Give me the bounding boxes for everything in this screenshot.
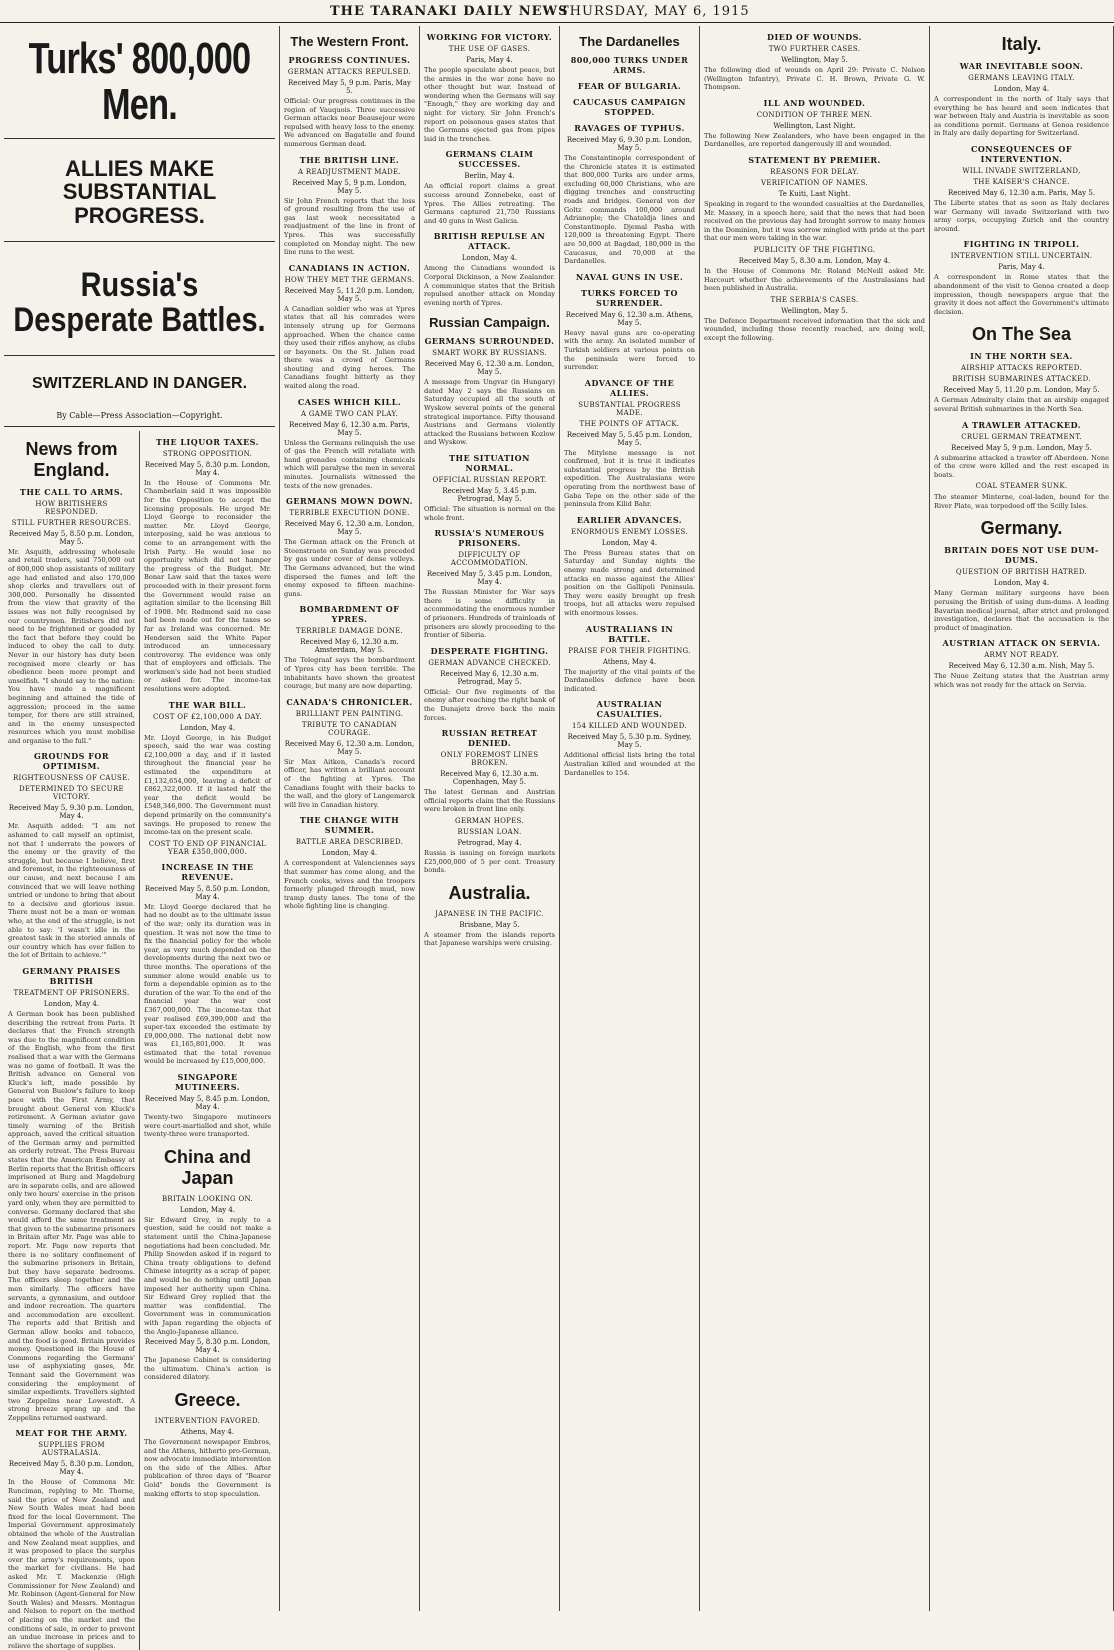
subheading: COAL STEAMER SUNK. [975,482,1068,491]
issue-date: THURSDAY, MAY 6, 1915 [560,4,750,19]
article-text: The majority of the vital points of the Dardanelles defence have been indicated. [564,667,695,693]
subheading: THE CALL TO ARMS. [19,486,124,497]
column-england [4,431,140,1650]
subheading: BRILLIANT PEN PAINTING. [295,709,404,718]
dateline: Received May 5, 8.30 p.m. London, May 4. [144,460,271,477]
section-heading: EARLIER ADVANCES. [576,514,683,525]
dateline: London, May 4. [179,723,236,732]
section-heading: DESPERATE FIGHTING. [430,645,549,656]
subheading: THE POINTS OF ATTACK. [579,419,680,428]
section-heading: WORKING FOR VICTORY. [426,32,553,42]
section-heading: THE CHANGE WITH SUMMER. [299,815,400,836]
subheading: SUBSTANTIAL PROGRESS MADE. [578,400,681,417]
article-text: The German attack on the French at Steenstraete on Sunday was preceded by gas under cover of dense volleys. The Germans advanced, but the wind dispersed the fumes and left the enemy exposed to fifteen machine-guns. [284,538,415,598]
article-text: Sir Max Aitken, Canada's record officer, has written a brilliant account of the fighting at Ypres. The Canadians fought with their backs to the wall, and the glory of Langemarck will live in Canadian history. [284,757,415,809]
article-text: A correspondent in Rome states that the abandonment of the visit to Genoa created a deep impression, though newspapers argue that the gravity it does not affect the Government's ultimate decision. [934,273,1109,316]
lead-column [0,26,280,1650]
subheading: HOW THEY MET THE GERMANS. [284,275,415,284]
subheading: BRITAIN DOES NOT USE DUM-DUMS. [944,545,1099,566]
subheading: A READJUSTMENT MADE. [298,167,401,176]
column-dardanelles [560,26,700,1611]
section-heading: RUSSIA'S NUMEROUS PRISONERS. [434,528,545,549]
subheading: CONDITION OF THREE MEN. [756,110,873,119]
subheading: GROUNDS FOR OPTIMISM. [33,751,110,772]
subheading: TREATMENT OF PRISONERS. [13,988,130,997]
column-western-front [280,26,420,1611]
subheading: COST TO END OF FINANCIAL YEAR £350,000,000. [148,839,267,856]
section-heading: CANADIANS IN ACTION. [288,262,411,273]
dateline: Wellington, May 5. [781,56,848,64]
dateline: Berlin, May 4. [464,172,515,181]
article-text: Official: Our five regiments of the enemy after reaching the right bank of the Dunajetz drove back the main forces. [424,687,555,722]
subheading: INTERVENTION STILL UNCERTAIN. [950,252,1093,261]
article-text: The Mitylene message is not confirmed, but it is true it indicates substantial progress by the British expedition. The Australasians were operating from the northwest base of Gaba Tepe on the other side of the peninsula from Kilid Bahr. [564,448,695,509]
subheading: ONLY FOREMOST LINES BROKEN. [440,751,539,768]
section-heading: SINGAPORE MUTINEERS. [175,1072,240,1093]
article-text: Among the Canadians wounded is Corporal Dickinson, a New Zealander. A communique states that the British repulsed another attack on Monday evening north of Ypres. [424,264,555,307]
article-text: The Nuue Zeitung states that the Austrian army which was not ready for the attack on Servia. [934,672,1109,690]
dateline: London, May 4. [179,1205,236,1214]
section-heading: ILL AND WOUNDED. [763,97,866,108]
subheading: AIRSHIP ATTACKS REPORTED. [961,364,1082,373]
subheading: TURKS FORCED TO SURRENDER. [581,287,678,308]
dateline: Received May 6, 12.30 a.m. London, May 5. [424,360,555,377]
subheading: VERIFICATION OF NAMES. [760,178,869,187]
article-text: An official report claims a great success around Zonnebeke, east of Ypres. The Allies retreating. The Germans captured 21,750 Russians and 40 guns in West Galicia. [424,182,555,225]
section-heading: Russian Campaign. [429,315,550,331]
subheading: WAR INEVITABLE SOON. [959,61,1084,71]
subheading: COST OF £2,100,000 A DAY. [152,712,263,721]
article-text: In the House of Commons Mr. Runciman, replying to Mr. Thorne, said the price of New Zealand and New South Wales meat had been fixed for the local Government. The Imperial Government approximately obtained the whole of the Australian and New Zealand meat supplies, and it was proposed to place the surplus over the army's requirements, upon the market for civilians. He had asked Mr. T. Mackenzie (High Commissioner for New Zealand) and Mr. Robinson (Agent-General for New South Wales) and Messrs. Montague and Nelson to report on the method of placing on the market and the conditions of sale, in order to prevent an undue increase in prices and to relieve the shortage of supplies. [8,1478,135,1650]
subheading: REASONS FOR DELAY. [770,167,859,176]
section-heading: The Dardanelles [579,34,680,49]
dateline: Received May 6, 12.30 a.m. Nish, May 5. [948,662,1095,671]
subheading: OFFICIAL RUSSIAN REPORT. [432,476,547,485]
subheading: INTERVENTION FAVORED. [154,1416,261,1425]
dateline: Received May 6, 12.30 a.m. Athens, May 5. [565,310,694,327]
section-heading: BRITISH REPULSE AN ATTACK. [433,231,546,252]
dateline: Received May 5, 8.50 p.m. London, May 4. [144,884,271,901]
subheading: STRONG OPPOSITION. [162,449,253,458]
dateline: Paris, May 4. [466,56,513,64]
dateline: Received May 5, 3.45 p.m. Petrograd, May 5. [442,487,537,504]
article-text: The Russian Minister for War says there is some difficulty in accommodating the enormous number of prisoners. Hundreds of trainloads of prisoners are slowly proceeding to the frontier of Siberia. [424,588,555,640]
column-italy-sea-germany [930,26,1114,1611]
article-text: The following New Zealanders, who have been engaged in the Dardanelles, are reported dangerously ill and wounded. [704,131,925,149]
subheading: ENORMOUS ENEMY LOSSES. [571,527,688,536]
subheading: GERMAN ATTACKS REPULSED. [287,68,412,76]
subheading: GERMAN HOPES. [455,816,524,825]
column-russian-campaign [420,26,560,1611]
section-heading: CANADA'S CHRONICLER. [286,696,413,707]
section-heading: ADVANCE OF THE ALLIES. [584,377,675,398]
subheading: RIGHTEOUSNESS OF CAUSE. [12,774,131,783]
article-text: In the House of Commons Mr. Roland McNeill asked Mr. Harcourt whether the achievements of the Australasians had been published in Australia. [704,266,925,293]
subheading: TERRIBLE EXECUTION DONE. [289,509,410,518]
section-heading: On The Sea [971,324,1072,345]
dateline: Received May 6, 12.30 a.m. Paris, May 5. [947,188,1096,197]
dateline: Received May 5, 9 p.m. Paris, May 5. [288,79,411,95]
article-text: Speaking in regard to the wounded casualties at the Dardanelles, Mr. Massey, in a speech here, said that the news that had been received on the previous day had brought sorrow to many homes in the Dominion, but it was sorrow mingled with pride at the part that our men were taking in the war. [704,199,925,243]
subheading: MEAT FOR THE ARMY. [15,1428,128,1439]
subheading: SUPPLIES FROM AUSTRALASIA. [38,1441,105,1458]
subheading: DIFFICULTY OF ACCOMMODATION. [450,551,529,568]
dateline: Received May 5, 9.30 p.m. London, May 4. [8,804,135,821]
article-text: A Canadian soldier who was at Ypres states that all his comrades were intensely strung up for Germans approached. When the chance came they used their rifles anyhow, as clubs or bayonets. On the St. Julien road there was a crowd of Germans shouting and dying heroes. The Canadians fought bitterly as they waited along the road. [284,304,415,391]
article-text: Many German military surgeons have been perusing the British of using dum-dums. A leading Bavarian medical journal, after strict and prolonged investigation, declares that the accusation is the product of imagination. [934,589,1109,632]
subheading: 800,000 TURKS UNDER ARMS. [570,55,689,75]
subheading: TRIBUTE TO CANADIAN COURAGE. [301,720,398,737]
dateline: Received May 5, 5.30 p.m. Sydney, May 5. [567,733,692,750]
dateline: Received May 5, 8.30 a.m. London, May 4. [738,256,891,265]
subheading: STILL FURTHER RESOURCES. [11,518,132,527]
section-heading: China and Japan [163,1146,251,1188]
section-heading: RUSSIAN RETREAT DENIED. [441,728,538,749]
article-text: Unless the Germans relinquish the use of gas the French will retaliate with hand grenades containing chemicals which will paralyse the men in several minutes. Journalists witnessed the tests of the new grenades. [284,438,415,490]
russia-headline: Russia's Desperate Battles. [13,265,266,340]
subheading: THE KAISER'S CHANCE. [973,177,1070,186]
article-text: The following died of wounds on April 29: Private C. Nelson (Wellington Infantry), Private C. H. Brown, Private G. W. Thompson. [704,66,925,92]
subheading: TERRIBLE DAMAGE DONE. [295,627,404,636]
dateline: Paris, May 4. [998,263,1045,272]
switzerland-headline: SWITZERLAND IN DANGER. [31,375,248,393]
dateline: Brisbane, May 5. [459,920,520,929]
article-text: Additional official lists bring the total Australian killed and wounded at the Dardanelles to 154. [564,751,695,777]
subheading: WILL INVADE SWITZERLAND, [962,166,1081,175]
subheading: ARMY NOT READY. [984,651,1059,660]
allies-headline: ALLIES MAKE SUBSTANTIAL PROGRESS. [62,156,217,228]
dateline: London, May 4. [461,254,518,263]
article-text: The Defence Department received information that the sick and wounded, including those recently reached, are doing well, except the following. [704,316,925,342]
dateline: Received May 5, 8.30 p.m. London, May 4. [8,1460,135,1477]
section-heading: Germany. [980,518,1063,539]
dateline: Received May 5, 8.50 p.m. London, May 5. [8,529,135,546]
article-text: Sir Edward Grey, in reply to a question, said he could not make a statement until the China-Japanese negotiations had been concluded. Mr. Philip Snowden asked if in regard to China treaty obligations to defend Chinese integrity as a scrap of paper, and would he do nothing until Japan imposed her authority upon China. Sir Edward Grey replied that the matter was confidential. The Government was in communication with Japan regarding the objects of the Anglo-Japanese alliance. [144,1215,271,1336]
dateline: Received May 6, 12.30 a.m. Paris, May 5. [289,420,410,437]
dateline: London, May 4. [43,999,100,1008]
article-text: Mr. Lloyd George, in his Budget speech, said the war was costing £2,100,000 a day, and if it lasted throughout the financial year he estimated the expenditure at £1,132,654,000, leaving a deficit of £862,322,000. If it lasted half the year the deficit would be £548,346,000. The Government must depend primarily on the community's savings. He proposed to renew the income-tax on the present scale. [144,733,271,837]
subheading: GERMANS LEAVING ITALY. [968,74,1075,82]
subheading: JAPANESE IN THE PACIFIC. [435,909,544,918]
subheading: GERMANS SURROUNDED. [424,336,555,347]
section-heading: CONSEQUENCES OF INTERVENTION. [970,143,1073,164]
article-text: Official: The situation is normal on the whole front. [424,505,555,522]
section-heading: AUSTRIAN ATTACK ON SERVIA. [942,638,1101,649]
section-heading: Greece. [174,1389,241,1410]
masthead [0,0,1114,23]
dateline: London, May 4. [993,85,1050,93]
article-text: Mr. Asquith added: "I am not ashamed to call myself an optimist, not that I underrate the powers of the enemy or the gravity of the struggle, but because I believe, first and foremost, in the righteousness of our cause, and next because I am convinced that we will leave nothing untried or undone to bring that about to a decisive and glorious issue. There must not be a man or woman who, at the end of the struggle, is not able to say: 'I wasn't idle in the greatest task in the storied annals of our country which has ever fallen to the lot of Britain to achieve.'" [8,822,135,960]
section-heading: THE BRITISH LINE. [299,154,400,165]
dateline: Athens, May 4. [602,657,657,666]
article-text: The steamer Minterne, coal-laden, bound for the River Plate, was torpedoed off the Scilly Isles. [934,493,1109,510]
article-text: Russia is issuing on foreign markets £25,000,000 of 5 per cent. Treasury bonds. [424,848,555,875]
subheading: HOW BRITISHERS RESPONDED. [35,499,108,516]
article-text: A message from Ungvar (in Hungary) dated May 2 says the Russians on Saturday occupied all the south of Wyskow several points of the general strategical importance. Fifty thousand Austrians and Germans violently attacked the Russians between Kozlow and Wyskow. [424,378,555,447]
subheading: DETERMINED TO SECURE VICTORY. [19,785,124,802]
dateline: Received May 6, 12.30 a.m. London, May 5. [284,739,415,756]
subheading: IN THE NORTH SEA. [970,351,1073,362]
section-heading: THE SITUATION NORMAL. [449,453,530,474]
article-text: The Telegraaf says the bombardment of Ypres city has been terrible. The inhabitants have shown the greatest courage, but many are now departing. [284,656,415,691]
article-text: The Government newspaper Embros, and the Athens, hitherto pro-German, now advocate immediate intervention on the side of the Allies. After publication of three days of "Bearer Gold" bonds the Government is making efforts to stop speculation. [144,1437,271,1498]
main-headline: Turks' 800,000 Men. [28,34,251,130]
dateline: Received May 5, 8.30 p.m. London, May 4. [144,1338,271,1355]
subheading: PUBLICITY OF THE FIGHTING. [753,245,876,254]
dateline: Te Kuiti, Last Night. [778,189,851,198]
section-heading: CASES WHICH KILL. [297,396,402,407]
dateline: Received May 6, 12.30 a.m. London, May 5. [284,520,415,537]
section-heading: A TRAWLER ATTACKED. [961,419,1082,430]
dateline: Received May 5, 3.45 p.m. London, May 4. [426,570,553,587]
subheading: QUESTION OF BRITISH HATRED. [955,568,1088,577]
subheading: GERMANY PRAISES BRITISH [22,965,121,986]
dateline: Athens, May 4. [180,1427,235,1436]
article-text: A steamer from the islands reports that Japanese warships were cruising. [424,930,555,948]
subheading: INCREASE IN THE REVENUE. [161,861,254,882]
article-text: The Constantinople correspondent of the Chronicle states it is estimated that 800,000 Turks are under arms, excluding 60,000 Christians, who are digging trenches and constructing roads and bridges. General von der Goltz commands 100,000 around Adrianople; the Chataldja lines and Constantinople. Djemal Pasha with 120,000 is threatening Egypt. There are 50,000 at Bagdad, 180,000 in the Caucasus, and 70,000 at the Dardanelles. [564,154,695,266]
dateline: Wellington, May 5. [781,306,848,315]
section-heading: NAVAL GUNS IN USE. [575,271,684,282]
subheading: CRUEL GERMAN TREATMENT. [961,432,1082,441]
article-text: A correspondent at Valenciennes says that summer has come along, and the French cooks, wives and the troopers formerly plunged through mud, now tramp dusty lanes. The tone of the whole fighting line is changing. [284,859,415,911]
dateline: Received May 5, 11.20 p.m. London, May 5. [943,386,1100,395]
article-text: A submarine attacked a trawler off Aberdeen. None of the crew were killed and the rest escaped in boats. [934,453,1109,479]
section-heading: BOMBARDMENT OF YPRES. [299,604,400,625]
dateline: Received May 5, 9 p.m. London, May 5. [951,443,1092,452]
article-text: Official: Our progress continues in the region of Vauquois. Three successive German attacks near Beausejour were repulsed with heavy loss to the enemy. We advanced on Bagatelle and found numerous German dead. [284,97,415,148]
column-politics [140,431,275,1650]
article-text: In the House of Commons Mr. Chamberlain said it was impossible for the Opposition to accept the licensing proposals. He urged Mr. Lloyd George to reconsider the matter. Mr. Lloyd George, interposing, said he was anxious to come to an arrangement with the Irish Party. He would lose no opportunity which did not hamper the progress of the Budget. Mr. Bonar Law said that the taxes were proceeded with in their present form the Government would raise an agitation similar to the licensing Bill of 1908. Mr. Redmond said no case had been made out for the taxes so far as Ireland was concerned. Mr. Henderson said the White Paper introduced an unnecessary controversy. The evidence was only that of employers and officials. The workmen's side had not been studied or asked for. The income-tax resolutions were adopted. [144,478,271,694]
section-heading: CAUCASUS CAMPAIGN STOPPED. [573,97,686,117]
subheading: TWO FURTHER CASES. [768,45,861,53]
subheading: RUSSIAN LOAN. [457,827,522,836]
section-heading: AUSTRALIANS IN BATTLE. [585,623,674,644]
section-heading: The Western Front. [290,34,409,49]
article-text: Twenty-two Singapore mutineers were court-martialled and shot, while twenty-three were transported. [144,1113,271,1139]
cable-credit: By Cable—Press Association—Copyright. [56,410,223,420]
subheading: PRAISE FOR THEIR FIGHTING. [568,646,691,655]
article-text: The Japanese Cabinet is considering the ultimatum. China's action is considered dilatory. [144,1356,271,1382]
subheading: SMART WORK BY RUSSIANS. [432,349,547,358]
article-text: A German Admiralty claim that an airship engaged several British submarines in the North Sea. [934,396,1109,413]
dateline: London, May 4. [993,579,1050,588]
dateline: Received May 6, 12.30 a.m. Copenhagen, May 5. [440,770,539,787]
section-heading: AUSTRALIAN CASUALTIES. [596,699,663,720]
section-heading: THE WAR BILL. [168,699,247,710]
subheading: BATTLE AREA DESCRIBED. [295,838,404,847]
section-heading: DIED OF WOUNDS. [767,32,862,42]
section-heading: FIGHTING IN TRIPOLI. [963,239,1080,250]
dateline: Received May 5, 11.20 p.m. London, May 5. [284,286,415,303]
subheading: RAVAGES OF TYPHUS. [574,123,685,133]
subheading: A GAME TWO CAN PLAY. [300,409,399,418]
dateline: London, May 4. [321,849,378,858]
dateline: Received May 5, 8.45 p.m. London, May 4. [144,1095,271,1112]
dateline: Petrograd, May 4. [457,838,522,847]
subheading: GERMAN ADVANCE CHECKED. [428,658,551,667]
subheading: THE SERBIA'S CASES. [770,295,859,304]
column-casualties [700,26,930,1611]
section-heading: Italy. [1001,34,1042,54]
article-text: A correspondent in the north of Italy says that everything he has heard and seen indicates that war between Italy and Austria is inevitable as soon as conditions permit. Germans at Genoa residence in Italy are daily departing for Switzerland. [934,95,1109,138]
dateline: Received May 5, 5.45 p.m. London, May 5. [566,430,693,447]
article-text: A German book has been published describing the retreat from Paris. It declares that the French strength was due to the magnificent condition of the English, who from the first realised that a war with the Germans was no game of football. It was the British advance on General von Kluck's left, made possible by General von Buelow's failure to keep pace with the First Army, that brought about General von Kluck's retirement. A German aviator gave timely warning of the British approach, saved the critical situation of the German army and permitted an orderly retreat. The Press Bureau states that the American Embassy at Berlin reports that the British officers imprisoned at Burg and Magdeburg are in separate cells, and are allowed only two hours' exercise in the prison yard only, when they are permitted to converse. Germany declared that she would afford the same treatment as that given to the submarine prisoners in Britain after Mr. Page was able to report. Mr. Page now reports that there is no solitary confinement of the submarine prisoners in Britain, but they have separate bedrooms. The officers sleep together and the men similarly. The officers have servants, a gymnasium, and outdoor and indoor recreation. The quarters and accommodation are excellent. The reports add that British and German allow books and tobacco, and the food is good. Britain provides money. Questioned in the House of Commons regarding the Germans' use of asphyxiating gases, Mr. Tennant said the Government was considering the employment of similar expedients. Travellers sighted two Zeppelins near Lowestoft. A strong breeze sprang up and the Zeppelins returned eastward. [8,1009,135,1422]
newspaper-title: THE TARANAKI DAILY NEWS [330,4,569,19]
article-text: Heavy naval guns are co-operating with the army. An isolated number of Turkish soldiers at various points on the peninsula were forced to surrender. [564,328,695,372]
article-text: The people speculate about peace, but the armies in the war zone have no other thought but war. Instead of wondering when the Germans will say "Enough," they are working day and night for victory. Sir John French's report on poisonous gases states that the Germans ejected gas from pipes laid in the trenches. [424,66,555,143]
section-heading: STATEMENT BY PREMIER. [748,154,881,165]
article-text: Sir John French reports that the loss of ground resulting from the use of gas last week necessitated a readjustment of the line in front of Ypres. This was successfully completed on Monday night. The new line runs to the west. [284,196,415,257]
article-text: Mr. Asquith, addressing wholesale and retail traders, said 750,000 out of 800,000 shop assistants of military age had enlisted and also 170,000 shop clerks and travellers out of 300,000. Personally he dissented from the view that gravity of the issues was not fully recognised by our countrymen. Britishers did not need to be frightened or goaded by the fact that before they could be induced to obey the call to duty. Never in our history has duty been recognised more clearly or has obedience been more prompt and unselfish. "I should say to the nation: You have made a magnificent beginning and attained the tide of aggression; proceed in the same temper, for there are still strained, and in the enemy unsuspected resources which you must mobilise and organise to the full." [8,547,135,745]
subheading: 154 KILLED AND WOUNDED. [571,722,687,731]
article-text: The Press Bureau states that on Saturday and Sunday nights the enemy made strong and determined attacks en masse against the Allies' position on the Gallipoli Peninsula. They were easily brought up fresh troops, but all attacks were repulsed with enormous losses. [564,548,695,617]
section-heading: News from England. [25,438,118,480]
section-heading: GERMANS CLAIM SUCCESSES. [445,149,534,170]
article-text: Mr. Lloyd George declared that he had no doubt as to the ultimate issue of the war; only its duration was in question. It was not now the time to fix the financial policy for the whole year, as very much depended on the developments during the next two or three months. The operations of the summer alone would enable us to form a dependable opinion as to the duration of the war. To the end of the financial year the war cost £367,000,000. The income-tax that year realised £69,399,000 and the super-tax exceeded the estimate by £9,000,000. The national debt now was £1,165,801,000. It was estimated that the total revenue would be increased by £15,000,000. [144,902,271,1066]
dateline: London, May 4. [601,538,658,547]
subheading: BRITAIN LOOKING ON. [161,1194,254,1203]
dateline: Received May 6, 12.30 a.m. Amsterdam, May 5. [300,638,399,655]
lead-subcolumns [4,431,275,1650]
section-heading: Australia. [448,882,531,903]
subheading: PROGRESS CONTINUES. [288,55,411,65]
subheading: FEAR OF BULGARIA. [577,81,682,91]
article-text: The Liberte states that as soon as Italy declares war Germany will invade Switzerland with two army corps, occupying Zurich and the country around. [934,198,1109,233]
subheading: THE USE OF GASES. [448,45,531,53]
section-heading: THE LIQUOR TAXES. [156,436,259,447]
dateline: Received May 5, 9 p.m. London, May 5. [292,178,407,195]
dateline: Received May 6, 12.30 a.m. Petrograd, May 5. [440,669,539,686]
dateline: Wellington, Last Night. [773,121,856,130]
section-heading: GERMANS MOWN DOWN. [286,496,413,507]
article-text: The latest German and Austrian official reports claim that the Russians were broken in front line only. [424,788,555,814]
subheading: BRITISH SUBMARINES ATTACKED. [952,375,1091,384]
dateline: Received May 6, 9.30 p.m. London, May 5. [566,136,693,152]
